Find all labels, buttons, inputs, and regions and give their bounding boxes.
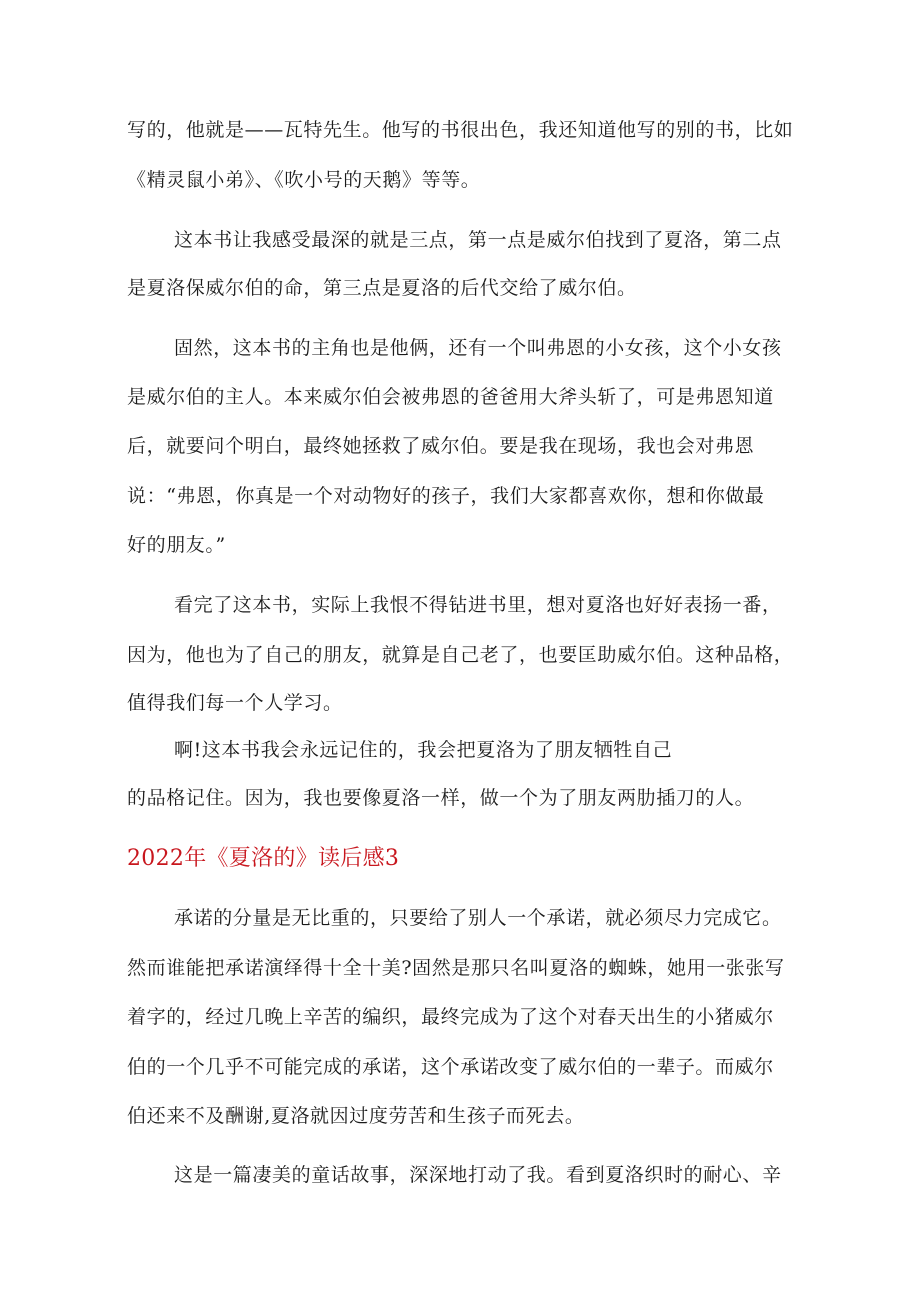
text-line: 的品格记住。因为，我也要像夏洛一样，做一个为了朋友两肋插刀的人。 (127, 787, 755, 809)
text-line: 看完了这本书，实际上我恨不得钻进书里，想对夏洛也好好表扬一番， (174, 594, 782, 616)
text-line: 啊!这本书我会永远记住的，我会把夏洛为了朋友牺牲自己 (174, 739, 673, 761)
text-line: 后，就要问个明白，最终她拯救了威尔伯。要是我在现场，我也会对弗恩 (127, 435, 755, 457)
text-line: 《精灵鼠小弟》、《吹小号的天鹅》等等。 (127, 169, 481, 191)
text-line: 着字的，经过几晚上辛苦的编织，最终完成为了这个对春天出生的小猪威尔 (127, 1006, 774, 1028)
text-line: 值得我们每一个人学习。 (127, 692, 343, 714)
text-line: 这本书让我感受最深的就是三点，第一点是威尔伯找到了夏洛，第二点 (174, 229, 782, 251)
text-line: 伯还来不及酬谢,夏洛就因过度劳苦和生孩子而死去。 (127, 1105, 585, 1127)
text-line: 固然，这本书的主角也是他俩，还有一个叫弗恩的小女孩，这个小女孩 (174, 337, 782, 359)
text-line: 是威尔伯的主人。本来威尔伯会被弗恩的爸爸用大斧头斩了，可是弗恩知道 (127, 386, 774, 408)
text-line: 伯的一个几乎不可能完成的承诺，这个承诺改变了威尔伯的一辈子。而威尔 (127, 1056, 774, 1078)
text-line: 说：“弗恩，你真是一个对动物好的孩子，我们大家都喜欢你，想和你做最 (127, 485, 765, 507)
text-line: 是夏洛保威尔伯的命，第三点是夏洛的后代交给了威尔伯。 (127, 277, 637, 299)
text-line: 这是一篇凄美的童话故事，深深地打动了我。看到夏洛织时的耐心、辛 (174, 1164, 782, 1186)
text-line: 好的朋友。” (127, 534, 226, 556)
text-line: 写的，他就是——瓦特先生。他写的书很出色，我还知道他写的别的书，比如 (127, 119, 794, 141)
text-line: 然而谁能把承诺演绎得十全十美?固然是那只名叫夏洛的蜘蛛，她用一张张写 (127, 957, 785, 979)
text-line: 承诺的分量是无比重的，只要给了别人一个承诺，就必须尽力完成它。 (174, 907, 782, 929)
text-line: 因为，他也为了自己的朋友，就算是自己老了，也要匡助威尔伯。这种品格， (127, 644, 794, 666)
section-heading: 2022年《夏洛的》读后感3 (127, 846, 400, 871)
